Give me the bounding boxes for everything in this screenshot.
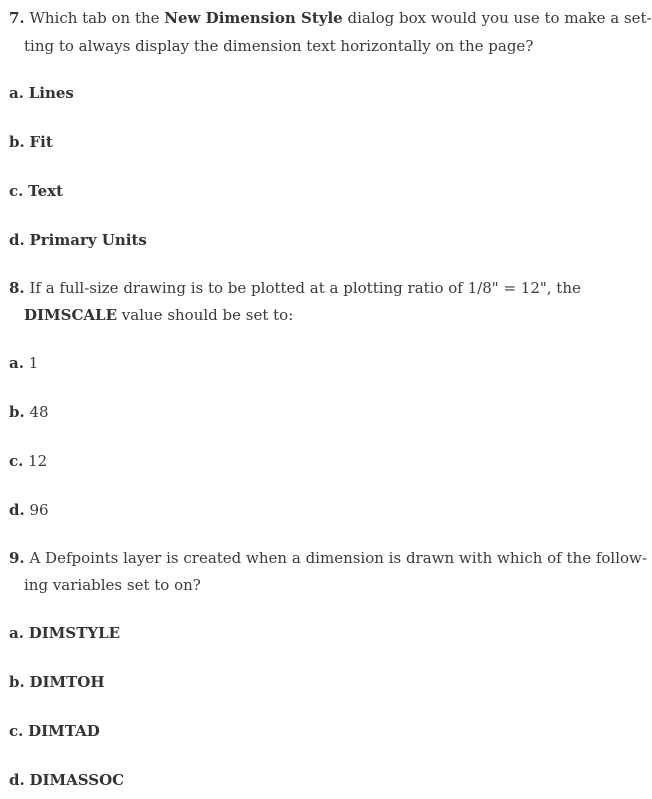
question-9-text: A Defpoints layer is created when a dimension is drawn with which of the follow- [29, 549, 647, 567]
question-7-text-post: dialog box would you use to make a set- [342, 9, 652, 27]
question-8-line-2: DIMSCALE value should be set to: [24, 306, 294, 324]
question-9-line-1 [9, 548, 647, 568]
question-7-bold-term: New Dimension Style [164, 9, 343, 27]
question-9-number: 9. [9, 549, 25, 567]
question-7-line-2: ting to always display the dimension text horizontally on the page? [24, 37, 534, 55]
question-8-option-a: a. 1 [9, 354, 39, 372]
question-8-bold-term: DIMSCALE [24, 306, 118, 324]
question-8-line-1 [9, 278, 581, 298]
question-7-option-d: d. Primary Units [9, 231, 147, 249]
question-7-number: 7. [9, 9, 25, 27]
question-8-option-b: b. 48 [9, 403, 49, 421]
question-9-option-a: a. DIMSTYLE [9, 624, 121, 642]
question-7-option-c: c. Text [9, 182, 63, 200]
question-9-option-c: c. DIMTAD [9, 722, 100, 740]
question-9-option-b: b. DIMTOH [9, 673, 105, 691]
question-9-line-2: ing variables set to on? [24, 576, 201, 594]
question-9-option-d: d. DIMASSOC [9, 771, 125, 789]
question-7-option-a: a. Lines [9, 84, 74, 102]
question-7-text-pre: Which tab on the [29, 9, 165, 27]
question-8-option-d: d. 96 [9, 501, 49, 519]
question-8-option-c: c. 12 [9, 452, 48, 470]
question-8-number: 8. [9, 279, 25, 297]
question-7-option-b: b. Fit [9, 133, 53, 151]
question-8-text: If a full-size drawing is to be plotted at a plotting ratio of 1/8" = 12", the [29, 279, 581, 297]
question-7-line-1 [9, 8, 652, 28]
